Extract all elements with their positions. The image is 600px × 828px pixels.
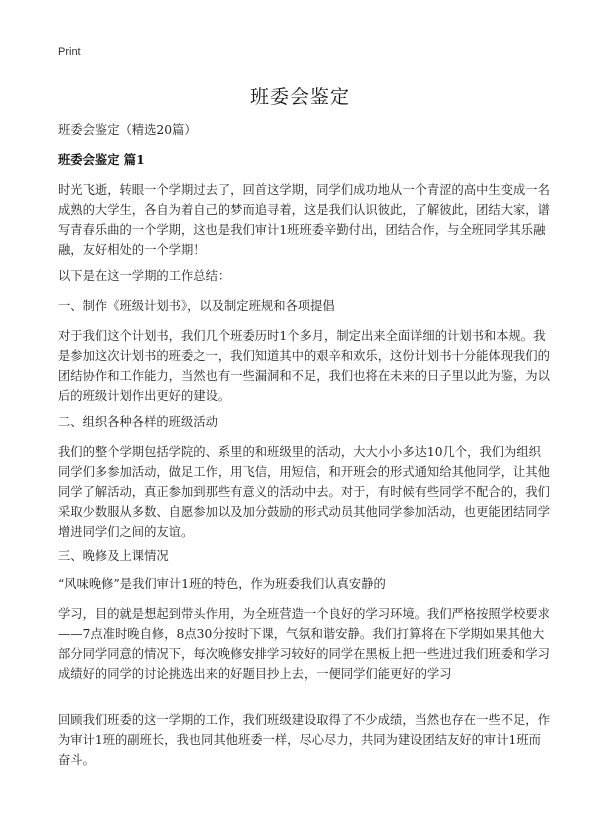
subtitle: 班委会鉴定（精选20篇） [58, 123, 197, 137]
paragraph-summary-lead: 以下是在这一学期的工作总结： [58, 269, 231, 283]
paragraph-plan: 对于我们这个计划书，我们几个班委历时1个多月，制定出来全面详细的计划书和本规。我是参加这次计划书的班委之一，我们知道其中的艰辛和欢乐，这份计划书十分能体现我们的团结协作和工作能力，当然也有一些漏洞和不足，我们也将在未来的日子里以此为鉴，为以后的班级计划作出更好的建设。 [58, 329, 550, 403]
paragraph-evening-study: 学习，目的就是想起到带头作用，为全班营造一个良好的学习环境。我们严格按照学校要求——7点准时晚自修，8点30分按时下课，气氛和谐安静。我们打算将在下学期如果其他大部分同学同意的情况下，每次晚修安排学习较好的同学在黑板上把一些进过我们班委和学习成绩好的同学的讨论挑选出来的好题目抄上去，一便同学们能更好的学习 [58, 607, 550, 681]
section-heading: 班委会鉴定 篇1 [58, 152, 145, 167]
paragraph-intro: 时光飞逝，转眼一个学期过去了，回首这学期，同学们成功地从一个青涩的高中生变成一名成熟的大学生，各自为着自己的梦而追寻着，这是我们认识彼此，了解彼此，团结大家，谱写青春乐曲的一个学期，这也是我们审计1班班委辛勤付出，团结合作，与全班同学其乐融融，友好相处的一个学期！ [58, 183, 550, 257]
paragraph-evening-study-intro: “风味晚修”是我们审计1班的特色，作为班委我们认真安静的 [58, 577, 386, 591]
paragraph-activities: 我们的整个学期包括学院的、系里的和班级里的活动，大大小小多达10几个，我们为组织同学们多参加活动，做足工作，用飞信，用短信，和开班会的形式通知给其他同学，让其他同学了解活动，真正参加到那些有意义的活动中去。对于，有时候有些同学不配合的，我们采取少数服从多数、自愿参加以及加分鼓励的形式动员其他同学参加活动，也更能团结同学增进同学们之间的友谊。 [58, 445, 550, 539]
page-title: 班委会鉴定 [249, 86, 350, 108]
heading-item-2: 二、组织各种各样的班级活动 [58, 415, 218, 429]
print-link[interactable]: Print [58, 46, 81, 58]
heading-item-1: 一、制作《班级计划书》，以及制定班规和各项提倡 [58, 299, 335, 313]
heading-item-3: 三、晚修及上课情况 [58, 549, 169, 563]
paragraph-conclusion: 回顾我们班委的这一学期的工作，我们班级建设取得了不少成绩，当然也存在一些不足，作为审计1班的副班长，我也同其他班委一样，尽心尽力，共同为建设团结友好的审计1班而奋斗。 [58, 713, 550, 767]
